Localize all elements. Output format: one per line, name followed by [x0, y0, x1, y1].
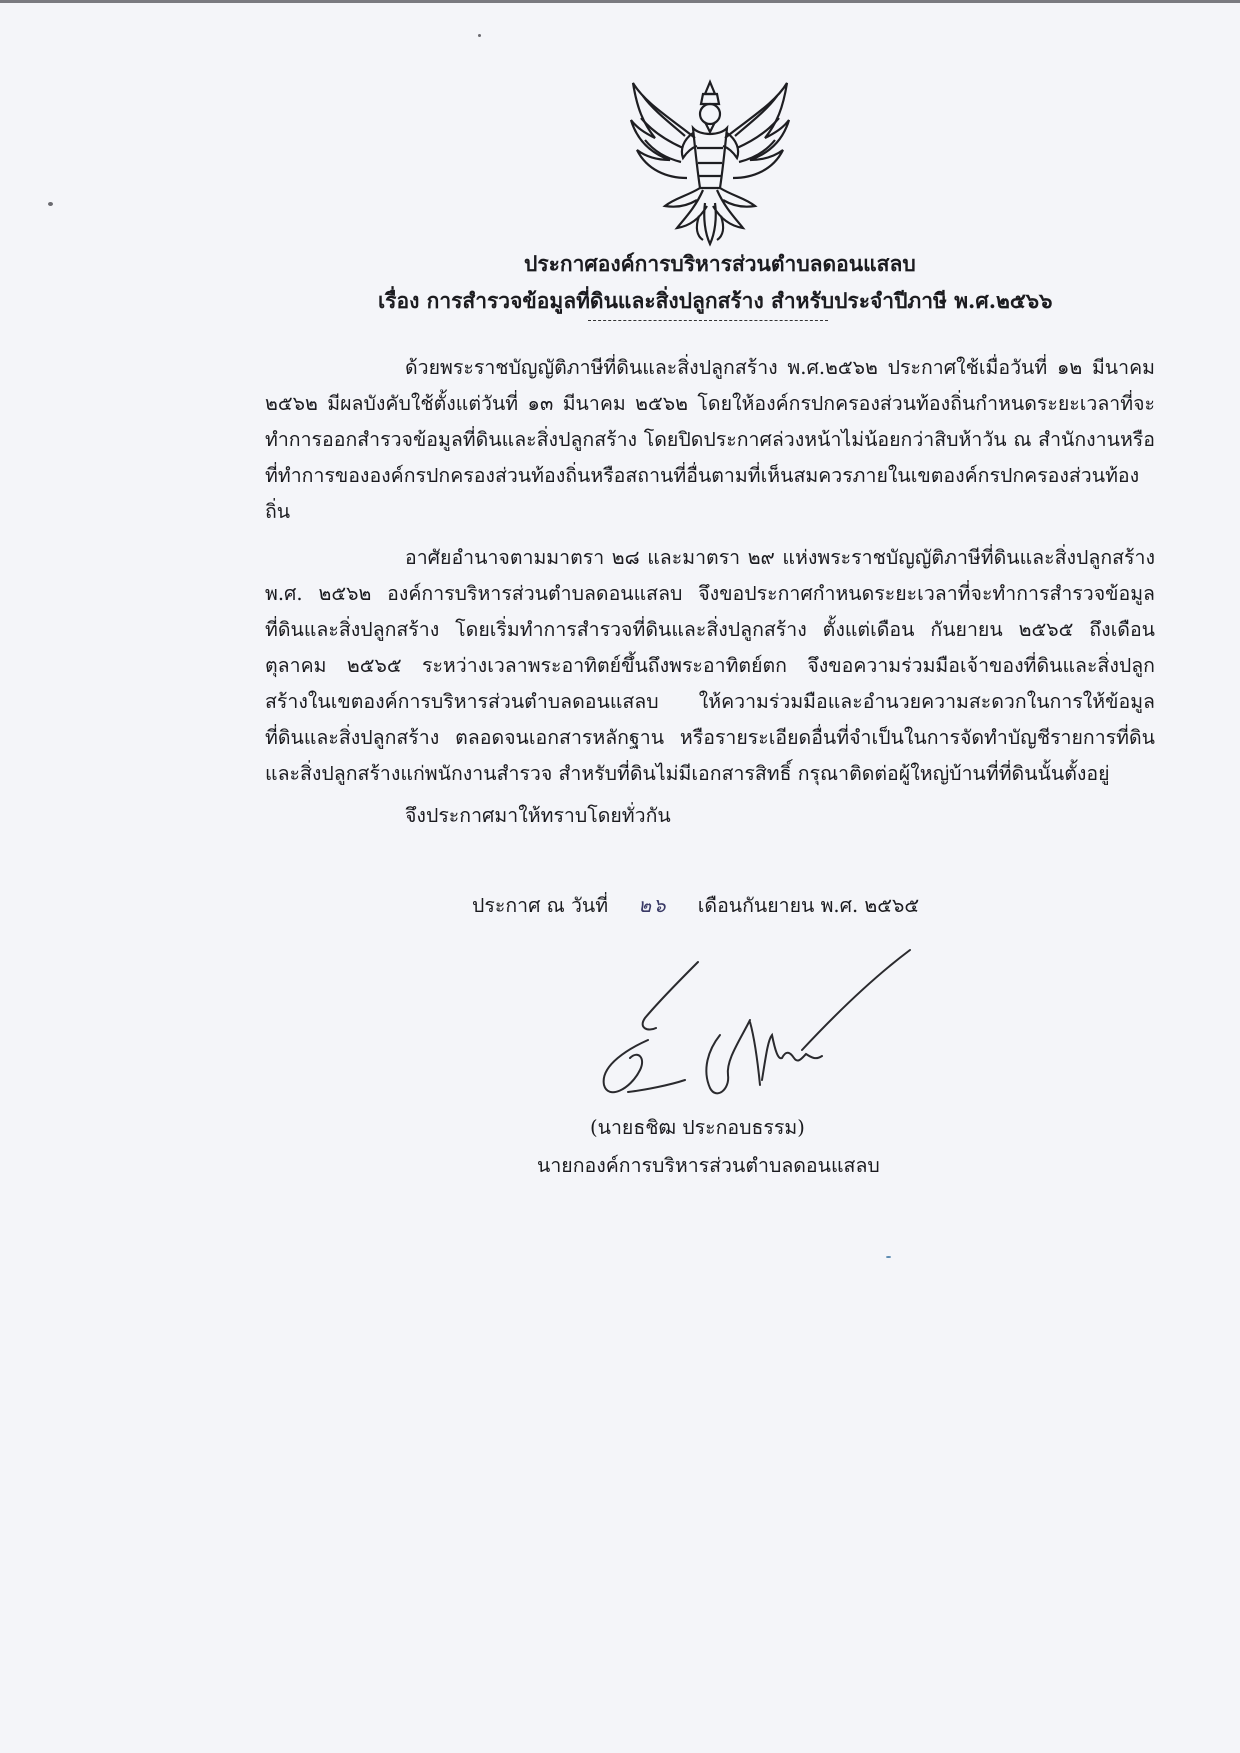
- scan-speck: [886, 1256, 891, 1258]
- body-paragraph-1: ด้วยพระราชบัญญัติภาษีที่ดินและสิ่งปลูกสร้าง พ.ศ.๒๕๖๒ ประกาศใช้เมื่อวันที่ ๑๒ มีนาคม ๒๕๖๒ มีผลบังคับใช้ตั้งแต่วันที่ ๑๓ มีนาคม ๒๕๖๒ โดยให้องค์กรปกครองส่วนท้องถิ่นกำหนดระยะเวลาที่จะทำการออกสำรวจข้อมูลที่ดินและสิ่งปลูกสร้าง โดยปิดประกาศล่วงหน้าไม่น้อยกว่าสิบห้าวัน ณ สำนักงานหรือที่ทำการขององค์กรปกครองส่วนท้องถิ่นหรือสถานที่อื่นตามที่เห็นสมควรภายในเขตองค์กรปกครองส่วนท้องถิ่น: [265, 356, 1155, 523]
- date-suffix: เดือนกันยายน พ.ศ. ๒๕๖๕: [697, 894, 920, 917]
- announcement-subject: เรื่อง การสำรวจข้อมูลที่ดินและสิ่งปลูกสร้าง สำหรับประจำปีภาษี พ.ศ.๒๕๖๖: [378, 288, 1053, 313]
- date-prefix: ประกาศ ณ วันที่: [472, 894, 609, 917]
- scan-top-edge: [0, 0, 1240, 3]
- garuda-emblem-icon: [625, 78, 795, 248]
- announcement-date: [472, 890, 919, 921]
- body-paragraph-3: จึงประกาศมาให้ทราบโดยทั่วกัน: [405, 804, 671, 827]
- signer-name: (นายธชิฒ ประกอบธรรม): [590, 1116, 805, 1139]
- body-paragraph-2: อาศัยอำนาจตามมาตรา ๒๘ และมาตรา ๒๙ แห่งพระราชบัญญัติภาษีที่ดินและสิ่งปลูกสร้าง พ.ศ. ๒๕๖๒ องค์การบริหารส่วนตำบลดอนแสลบ จึงขอประกาศกำหนดระยะเวลาที่จะทำการสำรวจข้อมูลที่ดินและสิ่งปลูกสร้าง โดยเริ่มทำการสำรวจที่ดินและสิ่งปลูกสร้าง ตั้งแต่เดือน กันยายน ๒๕๖๕ ถึงเดือนตุลาคม ๒๕๖๕ ระหว่างเวลาพระอาทิตย์ขึ้นถึงพระอาทิตย์ตก จึงขอความร่วมมือเจ้าของที่ดินและสิ่งปลูกสร้างในเขตองค์การบริหารส่วนตำบลดอนแสลบ ให้ความร่วมมือและอำนวยความสะดวกในการให้ข้อมูลที่ดินและสิ่งปลูกสร้าง ตลอดจนเอกสารหลักฐาน หรือรายระเอียดอื่นที่จำเป็นในการจัดทำบัญชีรายการที่ดินและสิ่งปลูกสร้างแก่พนักงานสำรวจ สำหรับที่ดินไม่มีเอกสารสิทธิ์ กรุณาติดต่อผู้ใหญ่บ้านที่ที่ดินนั้นตั้งอยู่: [265, 546, 1155, 785]
- handwritten-signature: [590, 940, 950, 1110]
- title-separator: [588, 320, 828, 321]
- date-day-handwritten: ๒๖: [638, 894, 668, 917]
- scan-speck: [48, 202, 53, 206]
- announcement-title: ประกาศองค์การบริหารส่วนตำบลดอนแสลบ: [524, 251, 916, 276]
- signer-position: นายกองค์การบริหารส่วนตำบลดอนแสลบ: [537, 1154, 880, 1177]
- scan-speck: [478, 34, 481, 37]
